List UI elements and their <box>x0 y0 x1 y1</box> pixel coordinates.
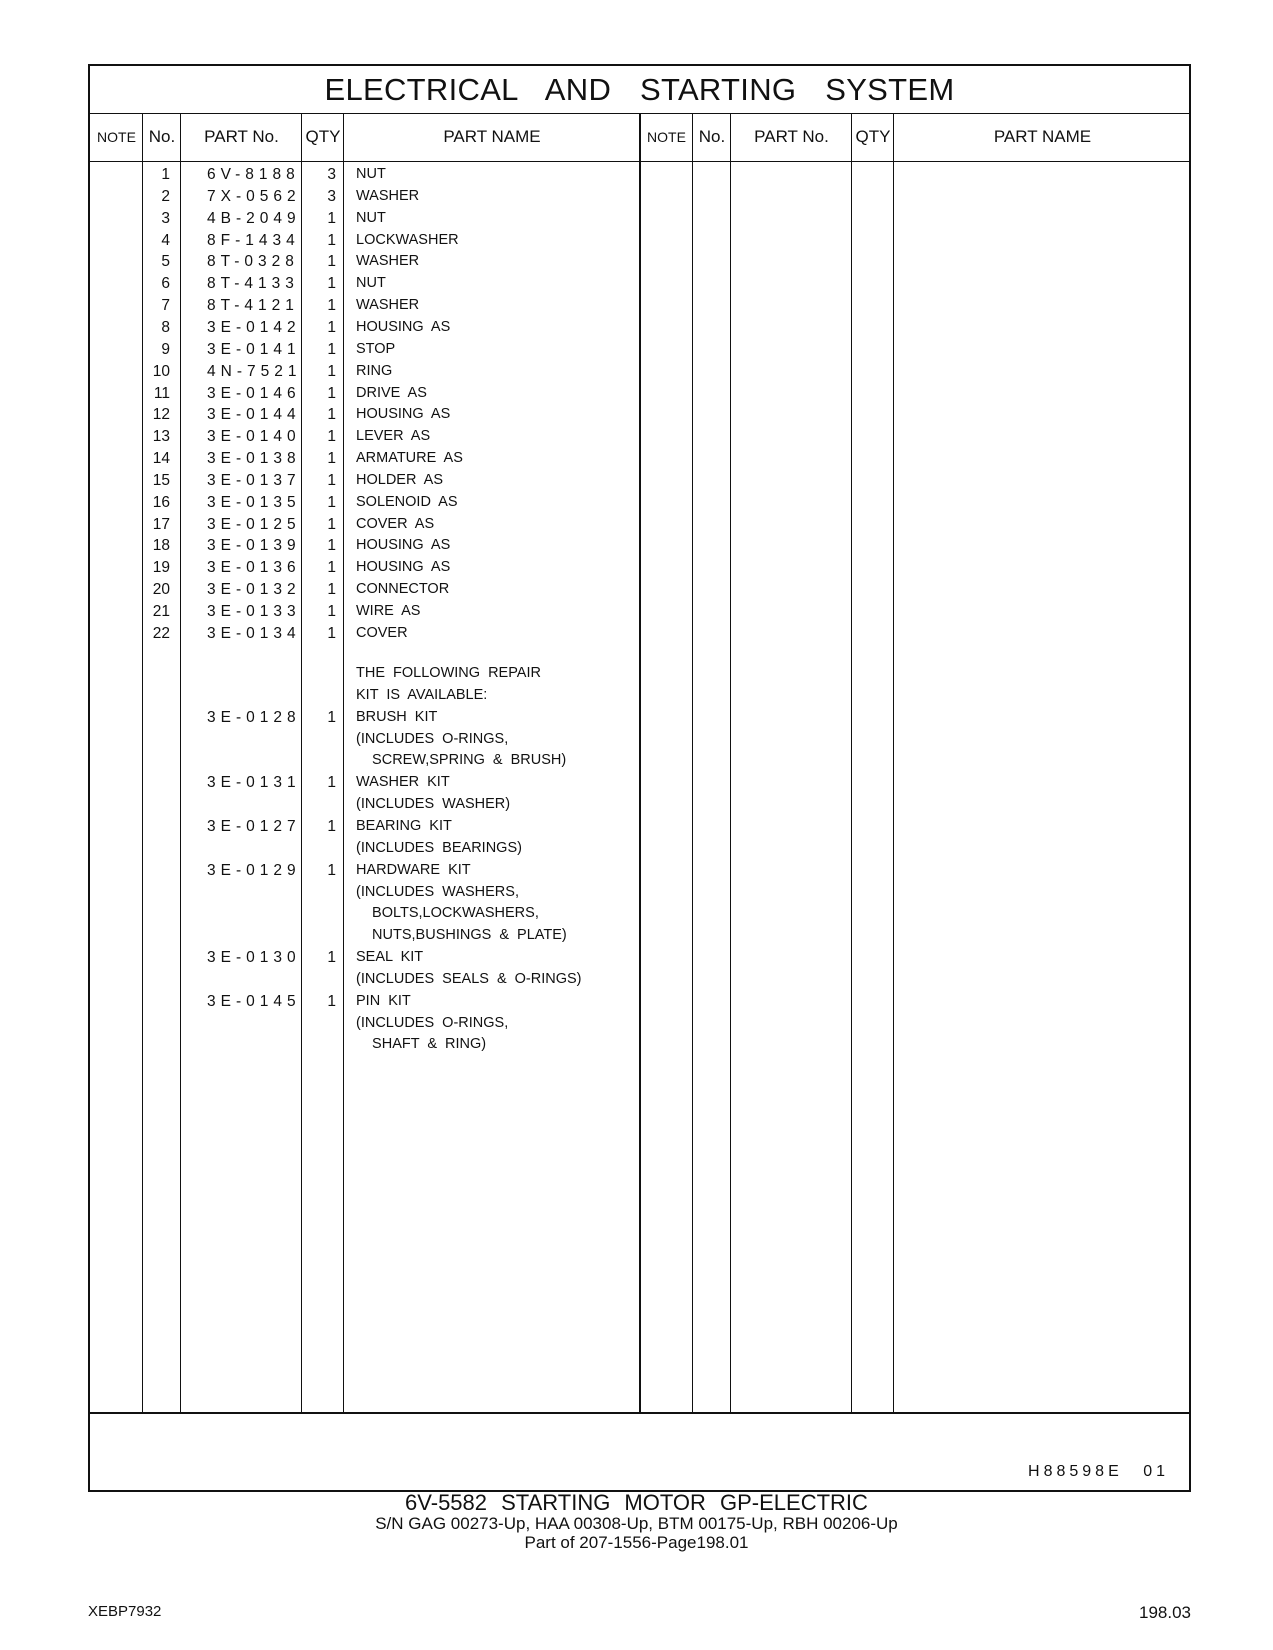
item-number: 13 <box>152 428 170 446</box>
part-name: HOLDER AS <box>356 471 443 488</box>
document-reference: XEBP7932 <box>88 1603 162 1620</box>
part-name: COVER <box>356 624 408 641</box>
item-number: 16 <box>152 493 170 511</box>
kit-quantity: 1 <box>327 774 336 792</box>
kit-quantity: 1 <box>327 817 336 835</box>
quantity: 1 <box>327 537 336 555</box>
quantity: 1 <box>327 515 336 533</box>
kit-quantity: 1 <box>327 949 336 967</box>
caption-part-of: Part of 207-1556-Page198.01 <box>524 1533 749 1552</box>
kit-name: HARDWARE KIT <box>356 861 471 878</box>
kit-name: BEARING KIT <box>356 817 452 834</box>
kit-name: SEAL KIT <box>356 949 424 966</box>
quantity: 3 <box>327 166 336 183</box>
item-number: 14 <box>152 450 170 468</box>
column-divider <box>639 114 641 1412</box>
quantity: 1 <box>327 362 336 380</box>
column-divider <box>343 114 344 1412</box>
kit-part-number: 3E-0131 <box>207 774 301 792</box>
part-name: LOCKWASHER <box>356 231 459 248</box>
quantity: 1 <box>327 231 336 249</box>
item-number: 18 <box>152 537 170 555</box>
header-part-no-right: PART No. <box>754 127 829 146</box>
page-title: ELECTRICAL AND STARTING SYSTEM <box>90 66 1189 114</box>
part-number: 8F-1434 <box>207 231 300 249</box>
part-name: NUT <box>356 166 386 182</box>
quantity: 1 <box>327 340 336 358</box>
item-number: 15 <box>152 471 170 489</box>
part-number: 8T-0328 <box>207 253 299 271</box>
part-name: DRIVE AS <box>356 384 427 401</box>
part-number: 3E-0136 <box>207 559 301 577</box>
quantity: 1 <box>327 559 336 577</box>
header-note-left: NOTE <box>97 129 136 145</box>
item-number: 21 <box>152 603 170 620</box>
part-number: 3E-0142 <box>207 318 301 336</box>
quantity: 1 <box>327 428 336 446</box>
item-number: 11 <box>153 384 170 402</box>
quantity: 3 <box>327 187 336 205</box>
part-number: 3E-0132 <box>207 581 301 599</box>
part-name: HOUSING AS <box>356 559 451 576</box>
item-number: 22 <box>152 624 170 642</box>
kit-contents-line: NUTS,BUSHINGS & PLATE) <box>356 927 567 944</box>
part-number: 3E-0133 <box>207 603 301 620</box>
quantity: 1 <box>327 603 336 620</box>
footer-rule <box>90 1412 1189 1414</box>
item-number: 17 <box>152 515 170 533</box>
part-name: NUT <box>356 275 386 292</box>
part-number: 3E-0134 <box>207 624 301 642</box>
kit-quantity: 1 <box>327 708 336 726</box>
kit-quantity: 1 <box>327 992 336 1010</box>
kit-contents-line: (INCLUDES WASHERS, <box>356 883 519 900</box>
part-number: 3E-0144 <box>207 406 301 424</box>
part-number: 3E-0146 <box>207 384 301 402</box>
part-name: WASHER <box>356 253 420 270</box>
column-divider <box>851 114 852 1412</box>
quantity: 1 <box>327 624 336 642</box>
kit-part-number: 3E-0128 <box>207 708 301 726</box>
kit-name: PIN KIT <box>356 992 411 1009</box>
kit-name: WASHER KIT <box>356 774 450 791</box>
quantity: 1 <box>327 493 336 511</box>
kit-part-number: 3E-0130 <box>207 949 301 967</box>
kit-contents-line: (INCLUDES O-RINGS, <box>356 1014 509 1031</box>
quantity: 1 <box>327 209 336 227</box>
header-no-right: No. <box>698 127 726 146</box>
column-divider <box>893 114 894 1412</box>
item-number: 12 <box>152 406 170 424</box>
part-name: ARMATURE AS <box>356 450 463 467</box>
column-divider <box>180 114 181 1412</box>
header-part-name-left: PART NAME <box>443 127 541 146</box>
item-number: 8 <box>161 318 170 336</box>
kit-contents-line: (INCLUDES SEALS & O-RINGS) <box>356 970 582 987</box>
quantity: 1 <box>327 318 336 336</box>
part-name: STOP <box>356 340 396 357</box>
part-number: 6V-8188 <box>207 166 300 183</box>
kit-quantity: 1 <box>327 861 336 879</box>
column-divider <box>692 114 693 1412</box>
part-number: 3E-0135 <box>207 493 301 511</box>
kit-contents-line: (INCLUDES BEARINGS) <box>356 839 522 856</box>
part-name: NUT <box>356 209 386 226</box>
part-name: COVER AS <box>356 515 435 532</box>
caption-serials: S/N GAG 00273-Up, HAA 00308-Up, BTM 00175-Up, RBH 00206-Up <box>375 1514 898 1533</box>
part-name: WASHER <box>356 187 420 204</box>
kit-part-number: 3E-0127 <box>207 817 301 835</box>
quantity: 1 <box>327 275 336 293</box>
kit-intro-line: THE FOLLOWING REPAIR <box>356 665 541 681</box>
part-name: LEVER AS <box>356 428 431 445</box>
part-number: 3E-0138 <box>207 450 301 468</box>
column-divider <box>301 114 302 1412</box>
part-number: 3E-0141 <box>207 340 301 358</box>
quantity: 1 <box>327 471 336 489</box>
part-number: 4N-7521 <box>207 362 302 380</box>
item-number: 3 <box>161 209 170 227</box>
item-number: 4 <box>161 231 170 249</box>
kit-contents-line: SHAFT & RING) <box>356 1036 487 1053</box>
quantity: 1 <box>327 406 336 424</box>
header-qty-left: QTY <box>305 127 341 146</box>
kit-part-number: 3E-0129 <box>207 861 301 879</box>
part-number: 3E-0137 <box>207 471 301 489</box>
header-no-left: No. <box>148 127 176 146</box>
item-number: 7 <box>161 297 170 315</box>
part-number: 8T-4133 <box>207 275 299 293</box>
header-note-right: NOTE <box>647 129 686 145</box>
quantity: 1 <box>327 384 336 402</box>
part-name: WASHER <box>356 297 420 314</box>
part-number: 3E-0125 <box>207 515 301 533</box>
part-number: 8T-4121 <box>207 297 299 315</box>
part-name: SOLENOID AS <box>356 493 458 510</box>
item-number: 10 <box>152 362 170 380</box>
header-part-name-right: PART NAME <box>993 127 1092 146</box>
item-number: 19 <box>152 559 170 577</box>
part-name: RING <box>356 362 393 379</box>
quantity: 1 <box>327 253 336 271</box>
column-divider <box>730 114 731 1412</box>
kit-contents-line: SCREW,SPRING & BRUSH) <box>356 752 567 769</box>
kit-part-number: 3E-0145 <box>207 992 301 1010</box>
drawing-id: H88598E 01 <box>1028 1463 1169 1480</box>
item-number: 5 <box>161 253 170 271</box>
kit-contents-line: (INCLUDES WASHER) <box>356 796 511 813</box>
item-number: 1 <box>161 166 170 183</box>
quantity: 1 <box>327 581 336 599</box>
header-qty-right: QTY <box>855 127 891 146</box>
kit-contents-line: BOLTS,LOCKWASHERS, <box>356 905 539 922</box>
caption-title: 6V-5582 STARTING MOTOR GP-ELECTRIC <box>405 1490 868 1515</box>
part-number: 4B-2049 <box>207 209 301 227</box>
part-number: 3E-0139 <box>207 537 301 555</box>
item-number: 6 <box>161 275 170 293</box>
item-number: 9 <box>161 340 170 358</box>
item-number: 2 <box>161 187 170 205</box>
kit-name: BRUSH KIT <box>356 708 438 725</box>
header-part-no-left: PART No. <box>204 127 279 146</box>
kit-intro-line: KIT IS AVAILABLE: <box>356 686 488 703</box>
part-name: HOUSING AS <box>356 406 451 423</box>
part-name: HOUSING AS <box>356 318 451 335</box>
kit-contents-line: (INCLUDES O-RINGS, <box>356 730 509 747</box>
part-name: CONNECTOR <box>356 581 450 598</box>
part-number: 3E-0140 <box>207 428 301 446</box>
item-number: 20 <box>152 581 170 599</box>
part-number: 7X-0562 <box>207 187 301 205</box>
quantity: 1 <box>327 297 336 315</box>
part-name: HOUSING AS <box>356 537 451 554</box>
part-name: WIRE AS <box>356 603 421 619</box>
quantity: 1 <box>327 450 336 468</box>
page-number: 198.03 <box>1139 1603 1191 1622</box>
